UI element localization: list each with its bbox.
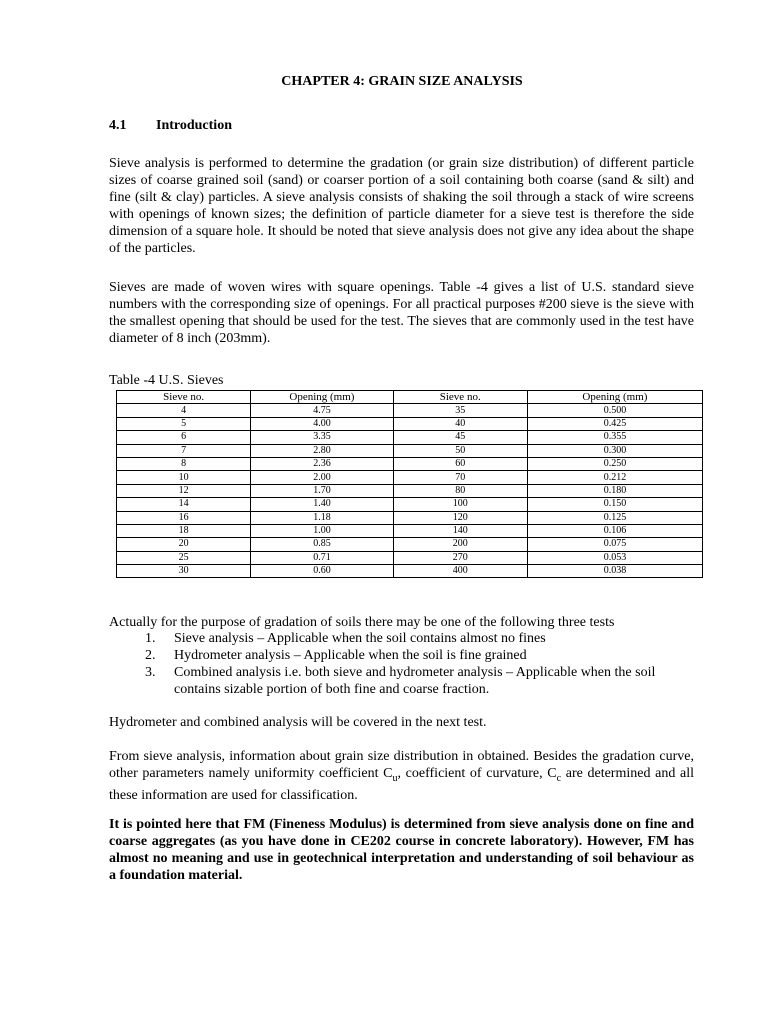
- fm-note-paragraph-text: It is pointed here that FM (Fineness Modulus) is determined from sieve analysis done on fine and coarse aggregates (as you have done in CE202 course in concrete laboratory). However, FM has almost no meaning and use in geotechnical interpretation and understanding of soil behaviour as a foundation material.: [109, 817, 694, 883]
- tests-list: [109, 630, 699, 698]
- list-item: [109, 630, 699, 647]
- sieve-no-cell: 12: [117, 484, 251, 497]
- sieve-no-cell: 40: [393, 417, 527, 430]
- opening-mm-cell: 0.106: [527, 524, 702, 537]
- sieve-table: [116, 390, 703, 578]
- sieve-no-cell: 5: [117, 417, 251, 430]
- opening-mm-cell: 0.150: [527, 498, 702, 511]
- list-item-continuation: contains sizable portion of both fine and coarse fraction.: [174, 682, 490, 697]
- sieve-no-cell: 20: [117, 538, 251, 551]
- opening-mm-cell: 1.40: [251, 498, 393, 511]
- sieve-no-cell: 18: [117, 524, 251, 537]
- sieve-no-cell: 70: [393, 471, 527, 484]
- opening-mm-cell: 2.00: [251, 471, 393, 484]
- sieve-no-cell: 45: [393, 431, 527, 444]
- opening-mm-cell: 1.70: [251, 484, 393, 497]
- opening-mm-cell: 4.75: [251, 404, 393, 417]
- opening-mm-cell: 0.85: [251, 538, 393, 551]
- list-marker: 2.: [145, 648, 156, 663]
- opening-mm-cell: 0.300: [527, 444, 702, 457]
- table-row: [117, 565, 703, 578]
- table-row: [117, 538, 703, 551]
- opening-mm-cell: 2.36: [251, 457, 393, 470]
- sieve-no-cell: 4: [117, 404, 251, 417]
- opening-mm-cell: 4.00: [251, 417, 393, 430]
- sieve-no-cell: 16: [117, 511, 251, 524]
- intro-paragraph-text: Sieve analysis is performed to determine the gradation (or grain size distribution) of different particle sizes of coarse grained soil (sand) or coarser portion of a soil containing both coarse (sand & silt) and fine (silt & clay) particles. A sieve analysis consists of shaking the soil through a stack of wire screens with openings of known sizes; the definition of particle diameter for a sieve test is therefore the side dimension of a square hole. It should be noted that sieve analysis does not give any idea about the shape of the particles.: [109, 156, 694, 256]
- sieve-no-cell: 50: [393, 444, 527, 457]
- sieve-no-cell: 140: [393, 524, 527, 537]
- sieve-no-cell: 14: [117, 498, 251, 511]
- sieve-no-cell: 120: [393, 511, 527, 524]
- chapter-title: CHAPTER 4: GRAIN SIZE ANALYSIS: [281, 74, 523, 89]
- sieves-paragraph: [109, 279, 694, 347]
- table-row: [117, 524, 703, 537]
- header-opening-1: Opening (mm): [251, 391, 393, 404]
- opening-mm-cell: 0.038: [527, 565, 702, 578]
- opening-mm-cell: 1.00: [251, 524, 393, 537]
- gradation-paragraph-text: Actually for the purpose of gradation of soils there may be one of the following three tests: [109, 615, 615, 630]
- parameters-paragraph-text: [109, 748, 694, 804]
- sieve-no-cell: 30: [117, 565, 251, 578]
- list-marker: 1.: [145, 631, 156, 646]
- sieve-no-cell: 8: [117, 457, 251, 470]
- header-sieve-no-2: Sieve no.: [393, 391, 527, 404]
- header-opening-2: Opening (mm): [527, 391, 702, 404]
- table-row: [117, 417, 703, 430]
- parameters-text-2: , coefficient of curvature, C: [397, 766, 557, 781]
- gradation-paragraph: [109, 614, 694, 631]
- opening-mm-cell: 0.500: [527, 404, 702, 417]
- list-item: [109, 664, 699, 698]
- table-header-row: [117, 391, 703, 404]
- opening-mm-cell: 0.250: [527, 457, 702, 470]
- opening-mm-cell: 0.60: [251, 565, 393, 578]
- sieves-paragraph-text: Sieves are made of woven wires with square openings. Table -4 gives a list of U.S. standard sieve numbers with the corresponding size of openings. For all practical purposes #200 sieve is the sieve with the smallest opening that should be used for the test. The sieves that are commonly used in the test have diameter of 8 inch (203mm).: [109, 280, 694, 346]
- list-item-text: Sieve analysis – Applicable when the soil contains almost no fines: [174, 631, 546, 646]
- parameters-paragraph: [109, 748, 694, 804]
- table-caption: Table -4 U.S. Sieves: [109, 373, 224, 388]
- sieve-no-cell: 7: [117, 444, 251, 457]
- opening-mm-cell: 3.35: [251, 431, 393, 444]
- opening-mm-cell: 0.053: [527, 551, 702, 564]
- table-row: [117, 498, 703, 511]
- opening-mm-cell: 0.125: [527, 511, 702, 524]
- opening-mm-cell: 0.425: [527, 417, 702, 430]
- header-sieve-no-1: Sieve no.: [117, 391, 251, 404]
- sieve-no-cell: 25: [117, 551, 251, 564]
- opening-mm-cell: 0.355: [527, 431, 702, 444]
- cu-subscript: u: [392, 772, 398, 784]
- section-title: Introduction: [156, 118, 232, 133]
- table-row: [117, 471, 703, 484]
- sieve-table-body: [117, 404, 703, 578]
- list-item-text: Combined analysis i.e. both sieve and hydrometer analysis – Applicable when the soil: [174, 665, 656, 680]
- table-row: [117, 431, 703, 444]
- hydrometer-paragraph-text: Hydrometer and combined analysis will be covered in the next test.: [109, 715, 487, 730]
- table-row: [117, 511, 703, 524]
- table-row: [117, 444, 703, 457]
- table-row: [117, 551, 703, 564]
- sieve-no-cell: 80: [393, 484, 527, 497]
- sieve-no-cell: 35: [393, 404, 527, 417]
- sieve-no-cell: 60: [393, 457, 527, 470]
- opening-mm-cell: 0.180: [527, 484, 702, 497]
- opening-mm-cell: 0.71: [251, 551, 393, 564]
- fm-note-paragraph: [109, 816, 694, 884]
- opening-mm-cell: 0.212: [527, 471, 702, 484]
- sieve-no-cell: 100: [393, 498, 527, 511]
- list-marker: 3.: [145, 665, 156, 680]
- parameters-text-3: are determined and all these information are used for classification.: [109, 766, 694, 803]
- list-item-text: Hydrometer analysis – Applicable when the soil is fine grained: [174, 648, 527, 663]
- section-heading: [109, 118, 232, 134]
- hydrometer-paragraph: [109, 714, 694, 731]
- parameters-text-1: From sieve analysis, information about grain size distribution in obtained. Besides the gradation curve, other parameters namely uniformity coefficient C: [109, 749, 694, 781]
- list-item: [109, 647, 699, 664]
- table-row: [117, 484, 703, 497]
- opening-mm-cell: 0.075: [527, 538, 702, 551]
- sieve-no-cell: 200: [393, 538, 527, 551]
- sieve-no-cell: 400: [393, 565, 527, 578]
- sieve-no-cell: 10: [117, 471, 251, 484]
- table-row: [117, 404, 703, 417]
- table-row: [117, 457, 703, 470]
- opening-mm-cell: 2.80: [251, 444, 393, 457]
- sieve-no-cell: 6: [117, 431, 251, 444]
- sieve-no-cell: 270: [393, 551, 527, 564]
- cc-subscript: c: [556, 772, 562, 784]
- intro-paragraph: [109, 155, 694, 257]
- section-number: 4.1: [109, 118, 127, 133]
- opening-mm-cell: 1.18: [251, 511, 393, 524]
